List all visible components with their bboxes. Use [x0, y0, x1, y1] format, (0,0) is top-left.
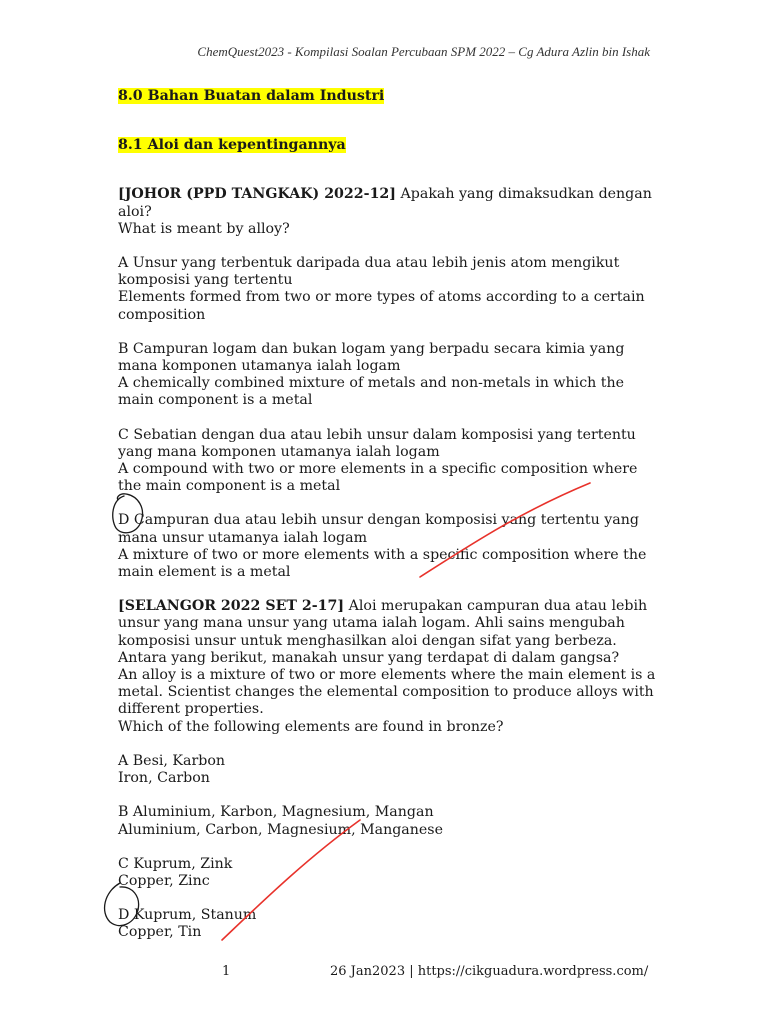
option-b-ms: B Aluminium, Karbon, Magnesium, Mangan: [118, 804, 434, 821]
option-c-ms: C Sebatian dengan dua atau lebih unsur dalam komposisi yang tertentu yang mana komponen utamanya ialah logam: [118, 426, 636, 460]
question-stem: [118, 186, 658, 220]
option-a-ms: A Unsur yang terbentuk daripada dua atau lebih jenis atom mengikut komposisi yang tertentu: [118, 255, 620, 289]
page-number: 1: [222, 964, 231, 979]
chapter-title: 8.0 Bahan Buatan dalam Industri: [118, 88, 385, 104]
question-stem: [118, 598, 658, 667]
page-content: [118, 88, 658, 942]
option-c-en: Copper, Zinc: [118, 872, 210, 889]
option-b-ms: B Campuran logam dan bukan logam yang berpadu secara kimia yang mana komponen utamanya ialah logam: [118, 340, 625, 375]
section-title: 8.1 Aloi dan kepentingannya: [118, 137, 346, 154]
option-d-ms: D Kuprum, Stanum: [118, 907, 257, 924]
question-prompt-en: Which of the following elements are found in bronze?: [118, 718, 504, 735]
option-a-en: Elements formed from two or more types of atoms according to a certain composition: [118, 289, 645, 323]
question-text-ms: Apakah yang dimaksudkan dengan aloi?: [118, 186, 652, 220]
option-c-ms: C Kuprum, Zink: [118, 855, 233, 872]
question-text-ms: Aloi merupakan campuran dua atau lebih unsur yang mana unsur yang utama ialah logam. Ahli sains mengubah komposisi unsur untuk menghasilkan aloi dengan sifat yang berbeza. Antara yang berikut, manakah unsur yang terdapat di dalam gangsa?: [118, 598, 648, 666]
option-b-en: Aluminium, Carbon, Magnesium, Manganese: [118, 821, 443, 838]
option-d-en: A mixture of two or more elements with a specific composition where the main element is a metal: [118, 546, 647, 581]
question-text-en: What is meant by alloy?: [118, 220, 290, 237]
question-1: [118, 186, 658, 581]
option-a-en: Iron, Carbon: [118, 770, 210, 787]
option-b-en: A chemically combined mixture of metals and non-metals in which the main component is a metal: [118, 375, 625, 409]
option-d-ms: D Campuran dua atau lebih unsur dengan komposisi yang tertentu yang mana unsur utamanya ialah logam: [118, 512, 639, 546]
option-c-en: A compound with two or more elements in a specific composition where the main component is a metal: [118, 461, 638, 495]
option-d-en: Copper, Tin: [118, 924, 202, 941]
option-a-ms: A Besi, Karbon: [118, 752, 226, 769]
question-text-en: An alloy is a mixture of two or more elements where the main element is a metal. Scientist changes the elemental composition to produce alloys with different properties.: [118, 667, 656, 718]
question-2: [118, 598, 658, 941]
running-header: ChemQuest2023 - Kompilasi Soalan Percubaan SPM 2022 – Cg Adura Azlin bin Ishak: [197, 44, 650, 59]
page-footer: [0, 964, 768, 984]
question-source: [SELANGOR 2022 SET 2-17]: [118, 598, 345, 615]
footer-date-url: 26 Jan2023 | https://cikguadura.wordpress.com/: [330, 964, 649, 979]
question-source: [JOHOR (PPD TANGKAK) 2022-12]: [118, 186, 397, 203]
